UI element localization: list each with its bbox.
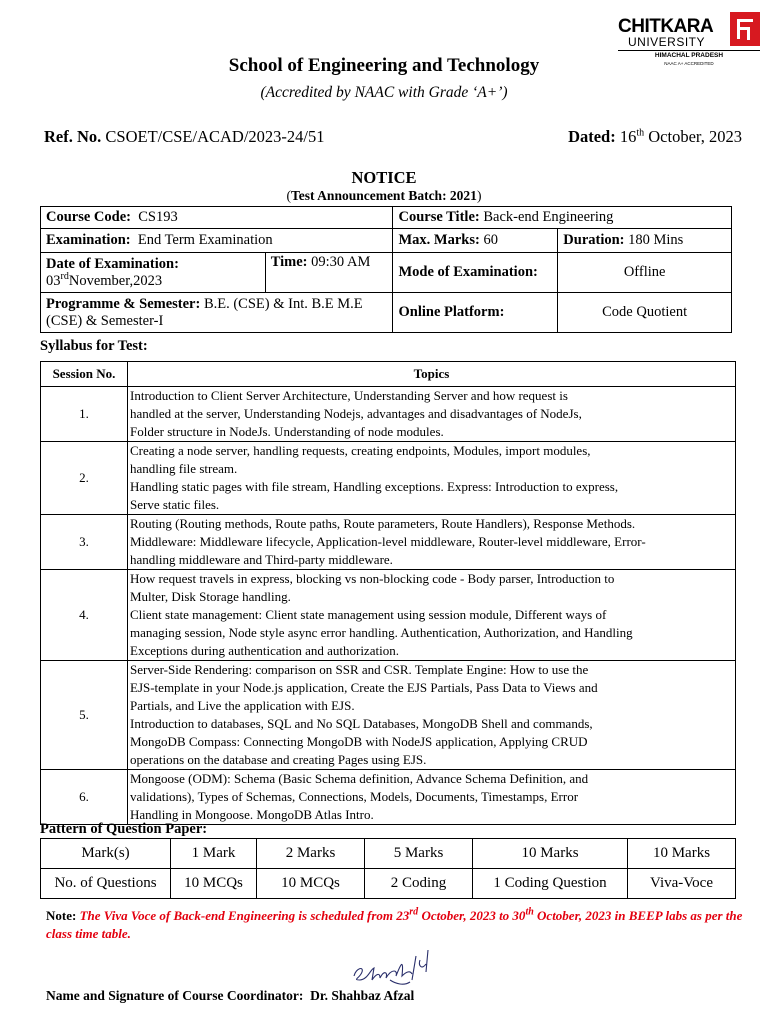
max-marks-label: Max. Marks:: [398, 232, 480, 248]
time-value: 09:30 AM: [311, 254, 371, 270]
topic-line: validations), Types of Schemas, Connections, Models, Documents, Timestamps, Error: [130, 789, 579, 804]
note-text: [46, 908, 742, 941]
logo-university: UNIVERSITY: [628, 35, 706, 49]
exam-date-day: 03: [46, 272, 61, 289]
syllabus-row: [41, 661, 736, 770]
coordinator-label: Name and Signature of Course Coordinator:: [46, 988, 304, 1003]
programme-label: Programme & Semester:: [46, 295, 201, 312]
topic-line: EJS-template in your Node.js application, Create the EJS Partials, Pass Data to Views and: [130, 680, 598, 695]
session-column-header: Session No.: [41, 362, 128, 387]
exam-date-label: Date of Examination:: [46, 255, 179, 272]
course-coordinator: [46, 988, 414, 1004]
topic-line: Handling static pages with file stream, Handling exceptions. Express: Introduction to express,: [130, 479, 619, 494]
course-title: Back-end Engineering: [483, 209, 614, 225]
pattern-title: Pattern of Question Paper:: [40, 821, 208, 837]
topic-line: handling middleware and Third-party middleware.: [130, 552, 393, 567]
max-marks-cell: [393, 229, 558, 253]
pattern-cell: No. of Questions: [41, 869, 171, 899]
note-part2: October, 2023 to 30: [418, 908, 526, 923]
syllabus-title: Syllabus for Test:: [40, 338, 148, 354]
batch-line: [0, 188, 768, 204]
course-code: CS193: [138, 209, 178, 225]
mode-label-cell: [393, 253, 558, 293]
time-cell: [265, 253, 393, 293]
topic-line: handled at the server, Understanding Nodejs, advantages and disadvantages of NodeJs,: [130, 406, 582, 421]
time-label: Time:: [270, 254, 308, 270]
logo-accreditation: NAAC A+ ACCREDITED: [664, 61, 714, 66]
note-part3: October, 2023 in BEEP labs as per the class time table.: [46, 908, 743, 941]
exam-info-table: [40, 206, 732, 333]
topic-line: Partials, and Live the application with EJS.: [130, 698, 355, 713]
max-marks: 60: [483, 232, 498, 248]
pattern-cell: 10 Marks: [473, 839, 628, 869]
session-topics: [128, 515, 736, 570]
reference-number: [44, 127, 325, 147]
topic-line: Multer, Disk Storage handling.: [130, 589, 291, 604]
session-topics: [128, 442, 736, 515]
pattern-cell: 5 Marks: [365, 839, 473, 869]
syllabus-table: [40, 361, 736, 825]
dated-line: [568, 127, 742, 147]
pattern-cell: Mark(s): [41, 839, 171, 869]
exam-date-sup: rd: [60, 270, 69, 282]
session-topics: [128, 387, 736, 442]
examination-cell: [41, 229, 393, 253]
pattern-marks-row: [41, 839, 736, 869]
session-number: 1.: [41, 387, 128, 442]
exam-date-rest: November,2023: [68, 272, 163, 289]
note-part1: The Viva Voce of Back-end Engineering is scheduled from 23: [79, 908, 410, 923]
topic-line: How request travels in express, blocking vs non-blocking code - Body parser, Introduction to: [130, 571, 615, 586]
programme-value: B.E. (CSE) & Int. B.E M.E (CSE) & Semester-I: [46, 295, 363, 329]
ref-value: CSOET/CSE/ACAD/2023-24/51: [105, 127, 325, 146]
dated-rest: October, 2023: [648, 127, 742, 146]
syllabus-row: [41, 770, 736, 825]
pattern-cell: 1 Coding Question: [473, 869, 628, 899]
mode-label: Mode of Examination:: [398, 264, 538, 280]
topic-line: Folder structure in NodeJs. Understanding of node modules.: [130, 424, 444, 439]
university-logo: [618, 10, 760, 66]
topic-line: Exceptions during authentication and authorization.: [130, 643, 399, 658]
session-topics: [128, 570, 736, 661]
dated-sup: th: [636, 127, 645, 139]
pattern-cell: 10 Marks: [628, 839, 736, 869]
session-number: 3.: [41, 515, 128, 570]
session-topics: [128, 770, 736, 825]
topic-line: Serve static files.: [130, 497, 220, 512]
duration: 180 Mins: [628, 232, 684, 248]
logo-brand: CHITKARA: [618, 16, 714, 37]
pattern-cell: 1 Mark: [171, 839, 257, 869]
coordinator-name: Dr. Shahbaz Afzal: [310, 988, 415, 1003]
ref-label: Ref. No.: [44, 127, 102, 146]
topic-line: Mongoose (ODM): Schema (Basic Schema definition, Advance Schema Definition, and: [130, 771, 589, 786]
batch-text: Test Announcement Batch: 2021: [291, 188, 477, 203]
mode-value: Offline: [558, 253, 732, 293]
session-number: 5.: [41, 661, 128, 770]
pattern-questions-row: [41, 869, 736, 899]
course-title-cell: [393, 207, 732, 229]
pattern-cell: 2 Marks: [257, 839, 365, 869]
question-pattern-table: [40, 838, 736, 899]
platform-label: Online Platform:: [398, 304, 505, 320]
topic-line: Creating a node server, handling requests, creating endpoints, Modules, import modules,: [130, 443, 591, 458]
signature-image: [346, 946, 446, 992]
duration-label: Duration:: [563, 232, 625, 248]
topic-line: Introduction to Client Server Architecture, Understanding Server and how request is: [130, 388, 568, 403]
topic-line: Server-Side Rendering: comparison on SSR and CSR. Template Engine: How to use the: [130, 662, 589, 677]
pattern-cell: 10 MCQs: [257, 869, 365, 899]
note-sup1: rd: [409, 906, 419, 918]
examination-label: Examination:: [46, 232, 131, 248]
platform-value: Code Quotient: [558, 293, 732, 333]
topic-line: Client state management: Client state management using session module, Different ways of: [130, 607, 607, 622]
examination-value: End Term Examination: [137, 232, 273, 248]
syllabus-row: [41, 442, 736, 515]
viva-note: [46, 907, 750, 943]
syllabus-row: [41, 570, 736, 661]
session-number: 2.: [41, 442, 128, 515]
pattern-cell: Viva-Voce: [628, 869, 736, 899]
notice-title: NOTICE: [351, 168, 417, 187]
topic-line: Middleware: Middleware lifecycle, Application-level middleware, Router-level middleware, Error-: [130, 534, 646, 549]
dated-label: Dated:: [568, 127, 616, 146]
topic-line: Routing (Routing methods, Route paths, Route parameters, Route Handlers), Response Methods.: [130, 516, 636, 531]
batch-open: (: [286, 188, 292, 203]
note-label: Note:: [46, 908, 77, 923]
course-title-label: Course Title:: [398, 209, 480, 225]
topic-line: MongoDB Compass: Connecting MongoDB with NodeJS application, Applying CRUD: [130, 734, 588, 749]
topics-column-header: Topics: [128, 362, 736, 387]
session-number: 4.: [41, 570, 128, 661]
batch-close: ): [476, 188, 482, 203]
duration-cell: [558, 229, 732, 253]
session-topics: [128, 661, 736, 770]
programme-cell: [41, 293, 393, 333]
school-title: School of Engineering and Technology: [228, 55, 540, 76]
topic-line: managing session, Node style async error handling. Authentication, Authorization, and Handling: [130, 625, 633, 640]
logo-mark-icon: [730, 12, 760, 46]
dated-day: 16: [619, 127, 637, 146]
pattern-cell: 2 Coding: [365, 869, 473, 899]
exam-date-cell: [41, 253, 266, 293]
logo-region: HIMACHAL PRADESH: [618, 50, 760, 59]
accreditation-line: (Accredited by NAAC with Grade ‘A+’): [260, 84, 508, 101]
syllabus-row: [41, 515, 736, 570]
session-number: 6.: [41, 770, 128, 825]
course-code-label: Course Code:: [46, 209, 131, 225]
topic-line: handling file stream.: [130, 461, 238, 476]
pattern-cell: 10 MCQs: [171, 869, 257, 899]
topic-line: Handling in Mongoose. MongoDB Atlas Intro.: [130, 807, 374, 822]
course-code-cell: [41, 207, 393, 229]
note-sup2: th: [525, 906, 534, 918]
platform-label-cell: [393, 293, 558, 333]
topic-line: Introduction to databases, SQL and No SQL Databases, MongoDB Shell and commands,: [130, 716, 593, 731]
topic-line: operations on the database and creating Pages using EJS.: [130, 752, 427, 767]
syllabus-row: [41, 387, 736, 442]
